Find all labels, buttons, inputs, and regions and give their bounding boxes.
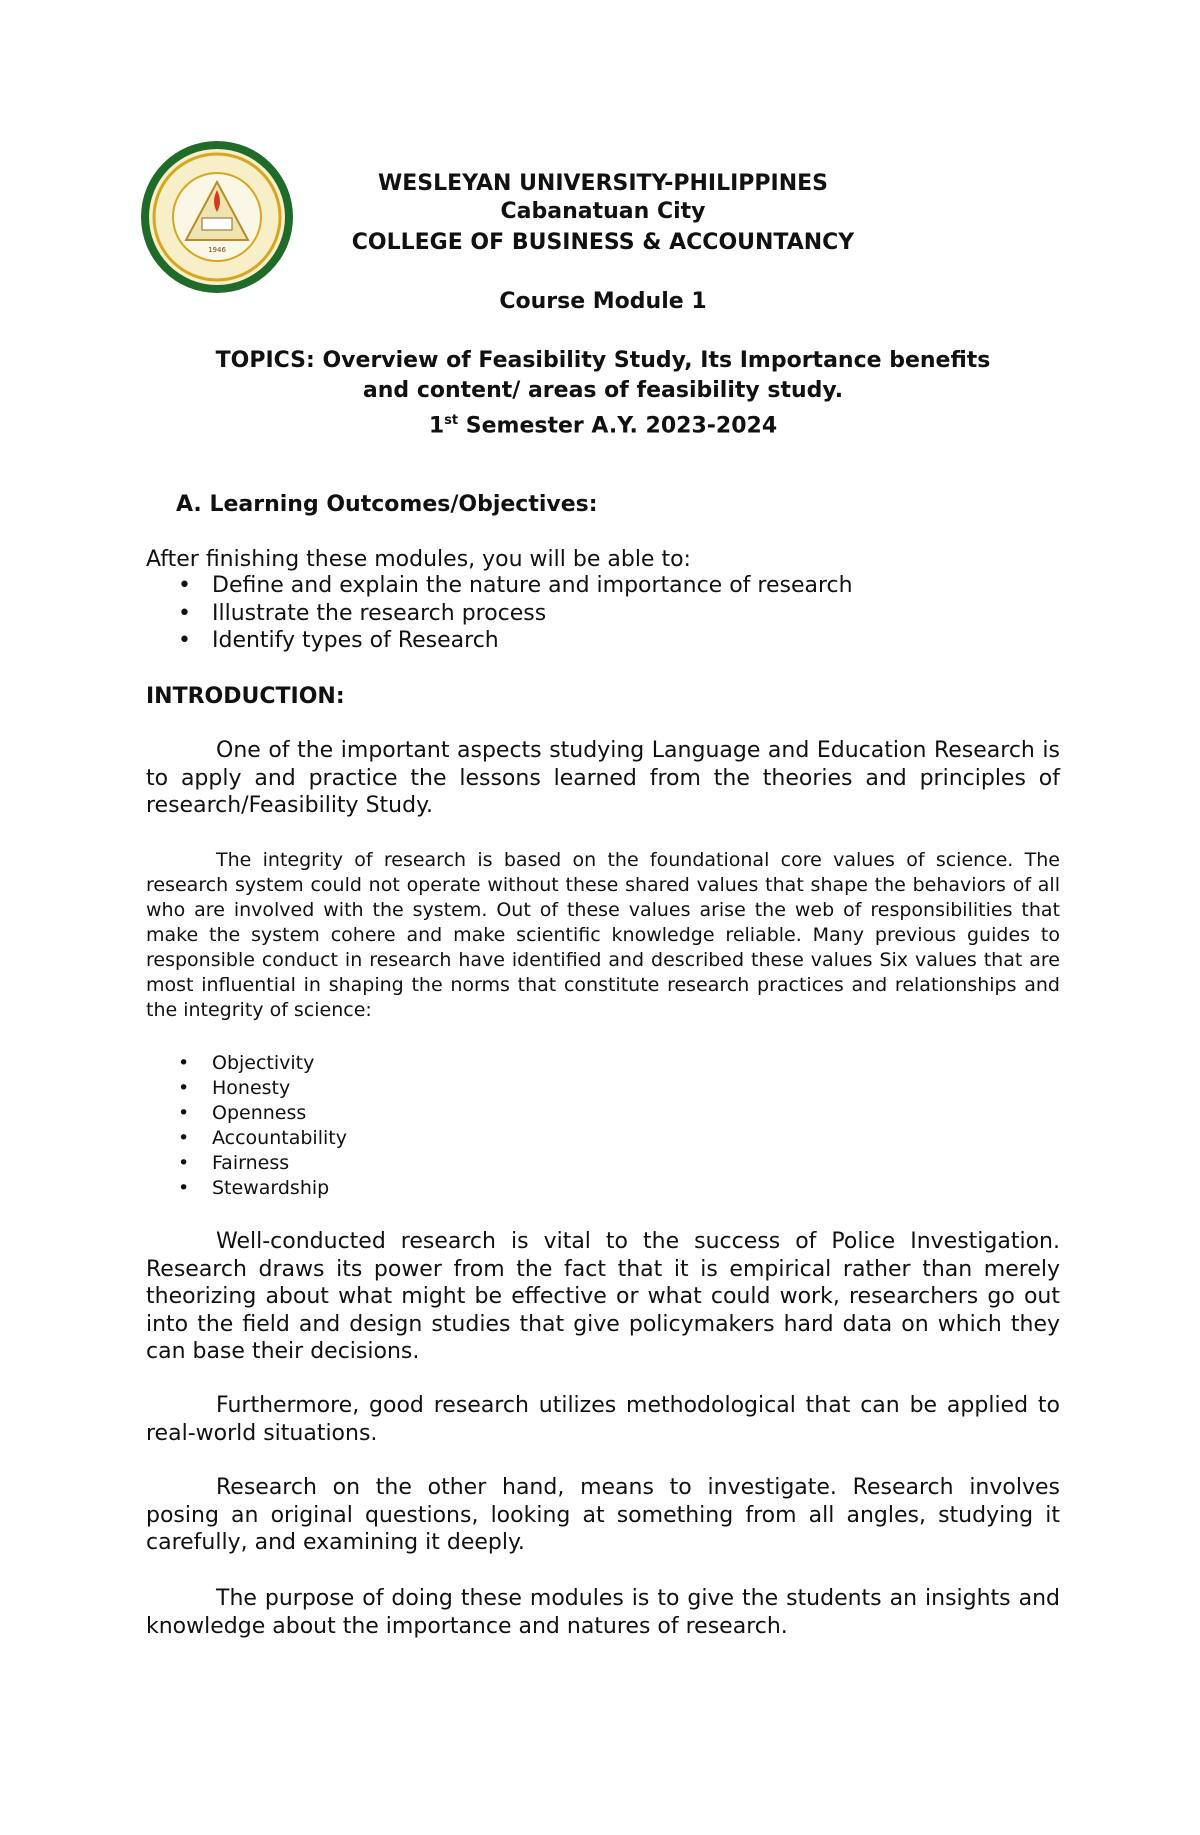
- paragraph-text: The purpose of doing these modules is to give the students an insights and knowledge about the importance and natures of research.: [146, 1586, 1060, 1639]
- outcomes-heading: A. Learning Outcomes/Objectives:: [176, 492, 598, 517]
- intro-paragraph-2: [146, 848, 1060, 1023]
- topics-line-2: and content/ areas of feasibility study.: [362, 378, 844, 403]
- intro-paragraph-6: [146, 1585, 1060, 1640]
- list-item: • Honesty: [146, 1076, 1060, 1101]
- city-name: Cabanatuan City: [500, 199, 706, 224]
- introduction-heading: INTRODUCTION:: [146, 684, 345, 709]
- semester-sup: st: [444, 413, 459, 428]
- intro-paragraph-1: [146, 737, 1060, 820]
- semester-rest: Semester A.Y. 2023-2024: [458, 413, 778, 439]
- outcomes-list: [146, 572, 1060, 655]
- list-item: • Fairness: [146, 1151, 1060, 1176]
- outcomes-intro: After finishing these modules, you will be able to:: [146, 547, 691, 572]
- college-name: COLLEGE OF BUSINESS & ACCOUNTANCY: [351, 230, 855, 255]
- list-item: • Objectivity: [146, 1051, 1060, 1076]
- topics-line-1: TOPICS: Overview of Feasibility Study, Its Importance benefits: [215, 348, 991, 373]
- intro-paragraph-3: [146, 1228, 1060, 1366]
- list-item: • Define and explain the nature and importance of research: [146, 572, 1060, 600]
- semester-line: [146, 407, 1060, 440]
- paragraph-text: Research on the other hand, means to investigate. Research involves posing an original questions, looking at something from all angles, studying it carefully, and examining it deeply.: [146, 1475, 1060, 1555]
- semester-num: 1: [428, 413, 445, 439]
- paragraph-text: The integrity of research is based on the foundational core values of science. The research system could not operate without these shared values that shape the behaviors of all who are involved with the system. Out of these values arise the web of responsibilities that make the system cohere and make scientific knowledge reliable. Many previous guides to responsible conduct in research have identified and described these values Six values that are most influential in shaping the norms that constitute research practices and relationships and the integrity of science:: [146, 849, 1060, 1021]
- list-item: • Stewardship: [146, 1176, 1060, 1201]
- list-item: • Accountability: [146, 1126, 1060, 1151]
- list-item: • Identify types of Research: [146, 627, 1060, 655]
- list-item: • Illustrate the research process: [146, 600, 1060, 628]
- module-title: Course Module 1: [499, 289, 707, 314]
- svg-text:1946: 1946: [208, 246, 226, 254]
- university-name: WESLEYAN UNIVERSITY-PHILIPPINES: [377, 171, 829, 196]
- paragraph-text: Furthermore, good research utilizes methodological that can be applied to real-world situations.: [146, 1393, 1060, 1446]
- values-list: [146, 1051, 1060, 1201]
- intro-paragraph-5: [146, 1474, 1060, 1557]
- paragraph-text: One of the important aspects studying Language and Education Research is to apply and practice the lessons learned from the theories and principles of research/Feasibility Study.: [146, 738, 1060, 818]
- intro-paragraph-4: [146, 1392, 1060, 1447]
- paragraph-text: Well-conducted research is vital to the success of Police Investigation. Research draws its power from the fact that it is empirical rather than merely theorizing about what might be effective or what could work, researchers go out into the field and design studies that give policymakers hard data on which they can base their decisions.: [146, 1229, 1060, 1364]
- list-item: • Openness: [146, 1101, 1060, 1126]
